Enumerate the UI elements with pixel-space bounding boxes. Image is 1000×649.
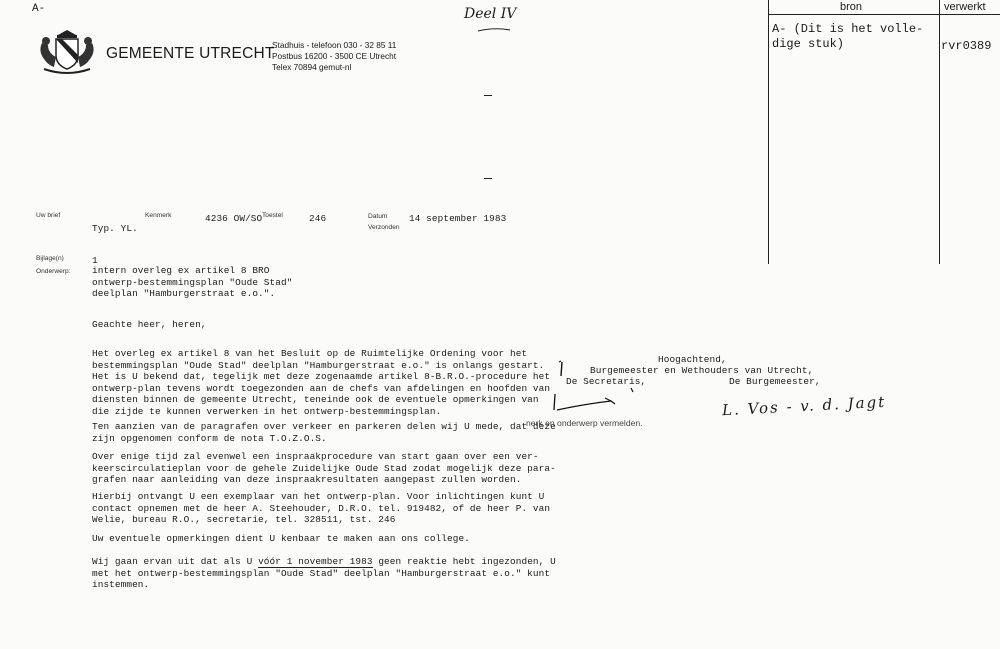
corner-mark: A- [32,3,46,15]
body-paragraph-4 [92,491,550,526]
text-line: zijn opgenomen conform de nota T.O.Z.O.S. [92,432,327,444]
final-after: geen reaktie hebt ingezonden, U [372,556,556,567]
verzonden-label: Verzonden [368,224,400,231]
datum-value: 14 september 1983 [409,213,507,224]
bijlage-label: Bijlage(n) [36,255,64,262]
coat-of-arms-logo [36,29,98,77]
address-line-2: Postbus 16200 - 3500 CE Utrecht [272,51,397,62]
deadline-date: vóór 1 november 1983 [258,556,373,567]
toestel-value: 246 [309,213,327,224]
onderwerp-text [92,265,292,300]
letterhead-address [272,40,396,74]
final-before: Wij gaan ervan uit dat als U [92,556,259,567]
text-line: Uw eventuele opmerkingen dient U kenbaar te maken aan ons college. [92,533,470,544]
archive-box-header-rule [768,14,1000,15]
body-paragraph-3 [92,451,556,486]
burgemeester-signature: L. Vos - v. d. Jagt [721,392,887,420]
final-first-line [92,556,556,568]
address-line-1: Stadhuis - telefoon 030 - 32 85 11 [272,40,397,50]
text-line: Hierbij ontvangt U een exemplaar van het ontwerp-plan. Voor inlichtingen kunt U [92,491,545,502]
footer-note: nerk en onderwerp vermelden. [526,418,643,428]
archive-verwerkt-entry: rvr0389 [941,39,992,53]
text-line: ontwerp-plan tevens wordt toegezonden aan de chefs van afdelingen en hoofden van [92,382,551,394]
archive-col-bron-header: bron [840,1,863,13]
closing-secretaris: De Secretaris, [566,376,647,387]
text-line: met het ontwerp-bestemmingsplan "Oude Stad" deelplan "Hamburgerstraat e.o." kunt [92,567,551,579]
text-line: Over enige tijd zal evenwel een inspraakprocedure van start gaan over een ver- [92,451,539,462]
text-line: contact opnemen met de heer A. Steehouder, D.R.O. tel. 919482, of de heer P. van [92,502,551,514]
secretaris-signature [545,358,655,420]
onderwerp-line-3: deelplan "Hamburgerstraat e.o.". [92,288,276,300]
uw-brief-label: Uw brief [36,212,61,219]
datum-label: Datum [368,213,388,220]
text-line: Ten aanzien van de paragrafen over verkeer en parkeren delen wij U mede, dat deze [92,421,556,432]
onderwerp-label: Onderwerp: [36,268,71,275]
org-name: GEMEENTE UTRECHT [106,45,275,62]
closing-burgemeester: De Burgemeester, [729,376,821,387]
text-line: bestemmingsplan "Oude Stad" deelplan "Hamburgerstraat e.o." is onlangs gestart. [92,359,545,371]
archive-box-left-border [768,0,769,264]
text-line: Welie, bureau R.O., secretarie, tel. 328511, tst. 246 [92,514,396,526]
toestel-label: Toestel [262,212,283,219]
dash-mark [484,95,492,96]
text-line: instemmen. [92,579,150,591]
bron-entry-line-1: A- (Dit is het volle- [772,22,924,36]
body-paragraph-1 [92,348,550,418]
closing-greeting: Hoogachtend, [658,354,727,365]
bijlage-value: 1 [92,255,98,266]
text-line: grafen naar aanleiding van deze inspraakresultaten aangepast zullen worden. [92,474,522,486]
text-line: diensten binnen de gemeente Utrecht, teneinde ook de eventuele opmerkingen van [92,394,539,406]
handwritten-part-note: Deel IV [464,6,517,22]
archive-bron-entry [772,22,923,52]
dash-mark [484,178,492,179]
salutation: Geachte heer, heren, [92,319,207,330]
body-paragraph-5 [92,533,470,545]
kenmerk-label: Kenmerk [145,212,172,219]
archive-col-verwerkt-header: verwerkt [944,1,986,13]
archive-box-divider [939,0,940,264]
bron-entry-line-2: dige stuk) [772,37,845,51]
onderwerp-line-2: ontwerp-bestemmingsplan "Oude Stad" [92,276,293,288]
onderwerp-line-1: intern overleg ex artikel 8 BRO [92,265,270,276]
text-line: keerscirculatieplan voor de gehele Zuidelijke Oude Stad zodat mogelijk deze para- [92,462,556,474]
address-line-3: Telex 70894 gemut-nl [272,62,352,73]
body-paragraph-2 [92,421,556,444]
body-paragraph-final [92,556,556,591]
text-line: die zijde te kunnen verwerken in het ontwerp-bestemmingsplan. [92,405,442,417]
handwritten-underline [476,26,512,34]
text-line: Het is U bekend dat, tegelijk met deze zogenaamde artikel 8-B.R.O.-procedure het [92,371,551,383]
kenmerk-value: 4236 OW/SO [205,213,263,224]
closing-college: Burgemeester en Wethouders van Utrecht, [590,365,814,376]
uw-brief-value: Typ. YL. [92,223,138,234]
text-line: Het overleg ex artikel 8 van het Besluit op de Ruimtelijke Ordening voor het [92,348,528,359]
